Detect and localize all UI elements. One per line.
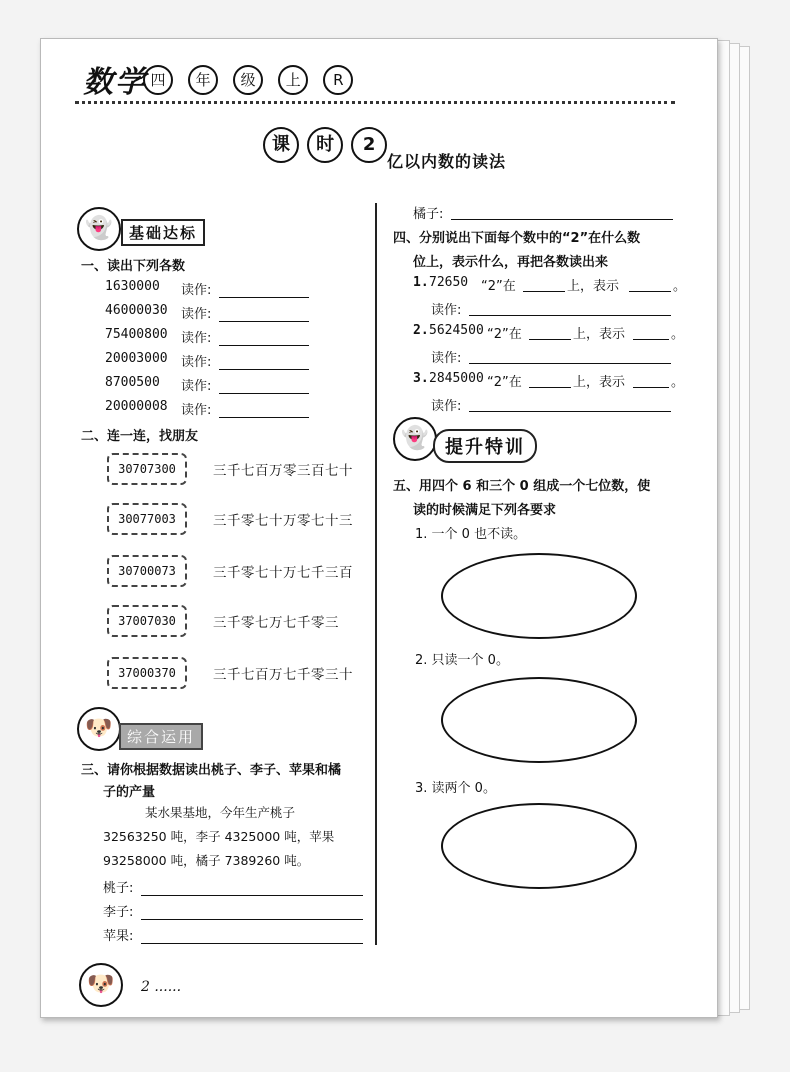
q4-index: 2. — [413, 323, 429, 338]
q5-title-line1: 五、用四个 6 和三个 0 组成一个七位数，使 — [393, 479, 651, 494]
q3-paragraph: 32563250 吨，李子 4325000 吨，苹果 — [103, 829, 335, 844]
q1-number: 20003000 — [105, 351, 168, 366]
answer-ellipse[interactable] — [441, 803, 637, 889]
answer-line[interactable] — [469, 301, 671, 316]
section-advanced: 提升特训 — [433, 429, 537, 463]
answer-line[interactable] — [469, 397, 671, 412]
answer-ellipse[interactable] — [441, 553, 637, 639]
dog-mascot-icon: 🐶 — [77, 707, 121, 751]
q4-index: 3. — [413, 371, 429, 386]
section-basic: 基础达标 — [121, 219, 205, 246]
q4-end: 。 — [673, 279, 687, 294]
answer-line[interactable] — [219, 379, 309, 394]
grade-tag: 级 — [233, 65, 263, 95]
match-number-box[interactable]: 30707300 — [107, 453, 187, 485]
answer-line[interactable] — [141, 881, 363, 896]
answer-line[interactable] — [633, 325, 669, 340]
q4-tail: 上，表示 — [573, 327, 626, 342]
q1-number: 46000030 — [105, 303, 168, 318]
q4-number: 72650 — [429, 275, 469, 290]
header-divider — [75, 101, 675, 104]
fruit-label: 橘子: — [413, 207, 444, 222]
q4-end: 。 — [671, 375, 685, 390]
grade-tags — [143, 65, 363, 95]
fruit-label: 苹果: — [103, 929, 134, 944]
q1-number: 75400800 — [105, 327, 168, 342]
lesson-label — [263, 127, 390, 163]
q4-number: 2845000 — [429, 371, 484, 386]
q4-tail: 上，表示 — [567, 279, 620, 294]
answer-line[interactable] — [629, 277, 671, 292]
q5-requirement: 1. 一个 0 也不读。 — [415, 527, 527, 542]
lesson-title: 亿以内数的读法 — [387, 152, 507, 171]
read-label: 读作: — [431, 303, 462, 318]
q3-title-line2: 子的产量 — [103, 785, 156, 800]
q1-number: 20000008 — [105, 399, 168, 414]
q1-number: 8700500 — [105, 375, 160, 390]
q5-requirement: 2. 只读一个 0。 — [415, 653, 509, 668]
match-number-box[interactable]: 30077003 — [107, 503, 187, 535]
read-label: 读作: — [431, 399, 462, 414]
q4-mid: “2”在 — [481, 279, 516, 294]
q4-index: 1. — [413, 275, 429, 290]
answer-line[interactable] — [451, 205, 673, 220]
dog-mascot-icon: 🐶 — [79, 963, 123, 1007]
q4-end: 。 — [671, 327, 685, 342]
answer-line[interactable] — [469, 349, 671, 364]
fruit-label: 桃子: — [103, 881, 134, 896]
read-label: 读作: — [181, 355, 212, 370]
section-comprehensive: 综合运用 — [119, 723, 203, 750]
q4-number: 5624500 — [429, 323, 484, 338]
answer-line[interactable] — [219, 403, 309, 418]
read-label: 读作: — [431, 351, 462, 366]
match-word[interactable]: 三千七百万零三百七十 — [213, 463, 353, 479]
q1-title: 一、读出下列各数 — [81, 259, 186, 274]
fruit-label: 李子: — [103, 905, 134, 920]
q4-title-line1: 四、分别说出下面每个数中的“2”在什么数 — [393, 231, 641, 246]
q4-mid: “2”在 — [487, 375, 522, 390]
read-label: 读作: — [181, 379, 212, 394]
ghost-mascot-icon: 👻 — [77, 207, 121, 251]
lesson-char: 时 — [307, 127, 343, 163]
page-number: 2 ...... — [141, 979, 182, 995]
answer-line[interactable] — [219, 307, 309, 322]
q5-title-line2: 读的时候满足下列各要求 — [413, 503, 557, 518]
lesson-char: 2 — [351, 127, 387, 163]
match-word[interactable]: 三千零七十万零七十三 — [213, 513, 353, 529]
grade-tag: 年 — [188, 65, 218, 95]
q3-paragraph: 某水果基地，今年生产桃子 — [145, 805, 296, 820]
column-divider — [375, 203, 377, 945]
grade-tag: 上 — [278, 65, 308, 95]
read-label: 读作: — [181, 307, 212, 322]
q4-title-line2: 位上，表示什么，再把各数读出来 — [413, 255, 609, 270]
read-label: 读作: — [181, 403, 212, 418]
q3-title-line1: 三、请你根据数据读出桃子、李子、苹果和橘 — [81, 763, 342, 778]
grade-tag: 四 — [143, 65, 173, 95]
answer-line[interactable] — [529, 373, 571, 388]
q1-number: 1630000 — [105, 279, 160, 294]
match-word[interactable]: 三千七百万七千零三十 — [213, 667, 353, 683]
answer-line[interactable] — [219, 331, 309, 346]
workbook-page — [40, 38, 718, 1018]
q2-title: 二、连一连，找朋友 — [81, 429, 199, 444]
ghost-mascot-icon: 👻 — [393, 417, 437, 461]
match-word[interactable]: 三千零七十万七千三百 — [213, 565, 353, 581]
header-title: 数学 — [83, 65, 147, 100]
read-label: 读作: — [181, 283, 212, 298]
q5-requirement: 3. 读两个 0。 — [415, 781, 496, 796]
match-word[interactable]: 三千零七万七千零三 — [213, 615, 339, 631]
match-number-box[interactable]: 30700073 — [107, 555, 187, 587]
q4-mid: “2”在 — [487, 327, 522, 342]
answer-ellipse[interactable] — [441, 677, 637, 763]
answer-line[interactable] — [529, 325, 571, 340]
answer-line[interactable] — [219, 355, 309, 370]
answer-line[interactable] — [633, 373, 669, 388]
grade-tag: R — [323, 65, 353, 95]
read-label: 读作: — [181, 331, 212, 346]
q4-tail: 上，表示 — [573, 375, 626, 390]
answer-line[interactable] — [219, 283, 309, 298]
match-number-box[interactable]: 37007030 — [107, 605, 187, 637]
lesson-char: 课 — [263, 127, 299, 163]
q3-paragraph: 93258000 吨，橘子 7389260 吨。 — [103, 853, 310, 868]
match-number-box[interactable]: 37000370 — [107, 657, 187, 689]
answer-line[interactable] — [523, 277, 565, 292]
answer-line[interactable] — [141, 905, 363, 920]
answer-line[interactable] — [141, 929, 363, 944]
